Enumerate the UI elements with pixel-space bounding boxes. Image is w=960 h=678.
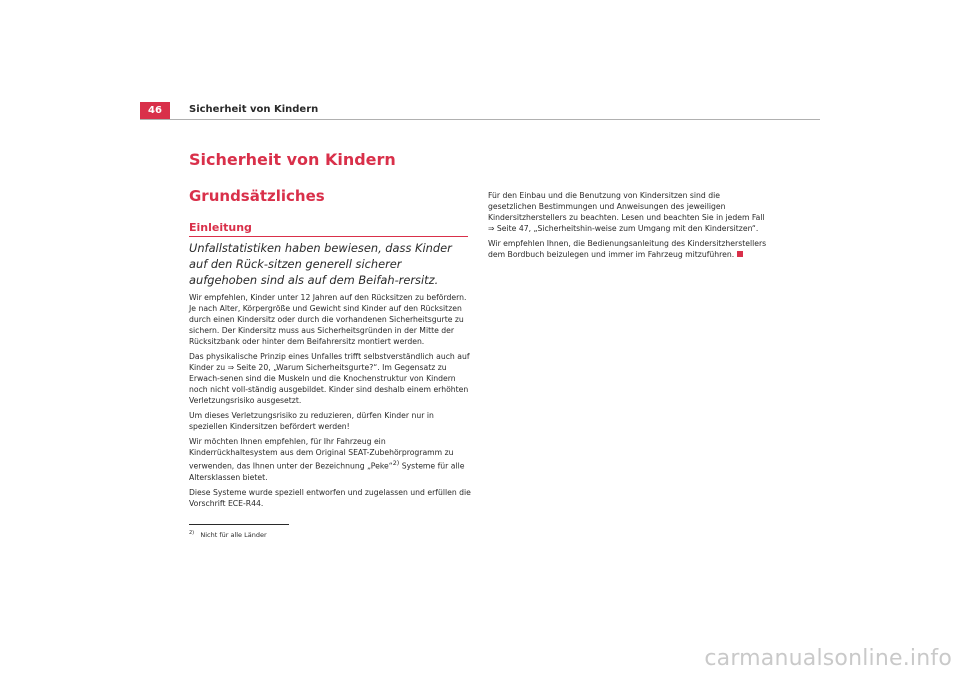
section-end-icon xyxy=(737,251,743,257)
body-text: Wir empfehlen Ihnen, die Bedienungsanleitung des Kindersitzherstellers dem Bordbuch beizulegen und immer im Fahrzeug mitzuführen. xyxy=(488,239,767,259)
right-text-column xyxy=(488,190,770,264)
running-header-title: Sicherheit von Kindern xyxy=(189,104,319,115)
body-paragraph: Um dieses Verletzungsrisiko zu reduzieren, dürfen Kinder nur in speziellen Kindersitzen befördert werden! xyxy=(189,411,434,431)
body-paragraph: Wir empfehlen, Kinder unter 12 Jahren auf den Rücksitzen zu befördern. Je nach Alter, Körpergröße und Gewicht sind Kinder auf den Rücksitzen durch einen Kindersitz oder durch die vorhandenen Sicherheitsgurte zu sichern. Der Kindersitz muss aus Sicherheitsgründen in der Mitte der Rücksitzbank oder hinter dem Beifahrersitz montiert werden. xyxy=(189,293,467,346)
left-text-column xyxy=(189,292,471,513)
section-divider xyxy=(189,236,468,237)
body-text: Systeme für alle Altersklassen bietet. xyxy=(189,461,465,482)
page-number-badge: 46 xyxy=(140,102,170,119)
section-title: Einleitung xyxy=(189,221,252,234)
body-text: Wir möchten Ihnen empfehlen, für Ihr Fahrzeug ein Kinderrückhaltesystem aus dem Original SEAT-Zubehörprogramm zu verwenden, das Ihnen unter der Bezeichnung „Peke“ xyxy=(189,437,454,471)
footnote-reference: 2) xyxy=(392,459,400,467)
body-paragraph: Für den Einbau und die Benutzung von Kindersitzen sind die gesetzlichen Bestimmungen und Anweisungen des jeweiligen Kindersitzherstellers zu beachten. Lesen und beachten Sie in jedem Fall ⇒ Seite 47, „Sicherheitshin-weise zum Umgang mit den Kindersitzen“. xyxy=(488,191,765,233)
body-paragraph: Diese Systeme wurde speziell entworfen und zugelassen und erfüllen die Vorschrift ECE-R44. xyxy=(189,487,471,508)
footnote-divider xyxy=(189,524,289,525)
watermark: carmanualsonline.info xyxy=(704,646,952,671)
chapter-title: Sicherheit von Kindern xyxy=(189,150,396,169)
body-paragraph: Das physikalische Prinzip eines Unfalles trifft selbstverständlich auch auf Kinder zu ⇒ Seite 20, „Warum Sicherheitsgurte?“. Im Gegensatz zu Erwach-senen sind die Muskeln und die Knochenstruktur von Kindern noch nicht voll-ständig ausgebildet. Kinder sind deshalb einem erhöhten Verletzungsrisiko ausgesetzt. xyxy=(189,352,470,405)
footnote-marker: 2) xyxy=(189,530,195,536)
body-paragraph xyxy=(488,238,770,260)
header-divider xyxy=(140,119,820,120)
body-paragraph xyxy=(189,436,471,483)
footnote-text: Nicht für alle Länder xyxy=(200,531,267,539)
chapter-subtitle: Grundsätzliches xyxy=(189,187,325,205)
footnote xyxy=(189,530,267,539)
lead-paragraph: Unfallstatistiken haben bewiesen, dass Kinder auf den Rück-sitzen generell sicherer aufgehoben sind als auf dem Beifah-rersitz. xyxy=(189,241,452,287)
